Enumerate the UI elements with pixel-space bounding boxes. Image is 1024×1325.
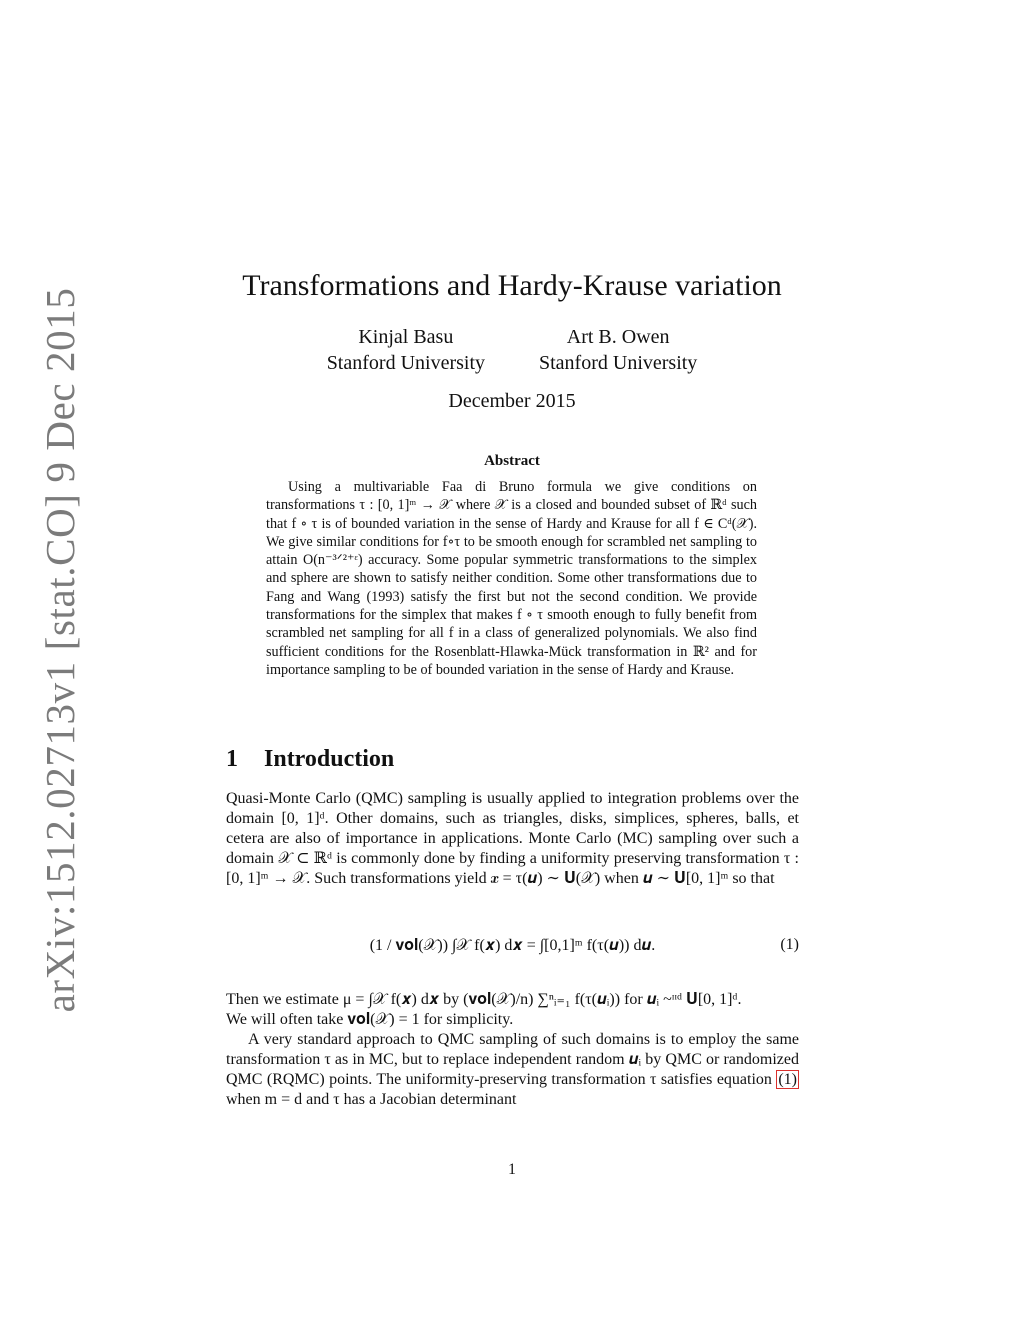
arxiv-identifier-stamp: arXiv:1512.02713v1 [stat.CO] 9 Dec 2015 (37, 287, 83, 1013)
publication-date: December 2015 (448, 390, 576, 412)
estimator-paragraph (226, 990, 799, 1030)
estimator-line: Then we estimate μ = ∫𝒳 f(𝒙) d𝒙 by (𝐯𝐨𝐥(𝒳)/n) ∑ⁿᵢ₌₁ f(τ(𝒖ᵢ)) for 𝒖ᵢ ~ᶦᶦᵈ 𝐔[0, 1]ᵈ. (226, 991, 742, 1008)
paragraph-text-after-ref: when m = d and τ has a Jacobian determinant (226, 1091, 517, 1109)
equation-number: (1) (780, 936, 799, 953)
equation-content: (1 / 𝐯𝐨𝐥(𝒳)) ∫𝒳 f(𝒙) d𝒙 = ∫[0,1]ᵐ f(τ(𝒖)) d𝒖. (369, 937, 656, 954)
section-heading (226, 744, 394, 774)
page-number: 1 (508, 1161, 516, 1178)
paper-title: Transformations and Hardy-Krause variation (242, 269, 782, 302)
equation-reference-link[interactable]: (1) (778, 1071, 797, 1089)
author-name: Art B. Owen (566, 326, 670, 348)
author-block (0, 324, 1024, 376)
author-2 (539, 324, 697, 376)
author-affiliation: Stanford University (326, 352, 485, 374)
section-number: 1 (226, 746, 238, 772)
section-title-text: Introduction (264, 746, 395, 772)
abstract-text: Using a multivariable Faa di Bruno formula we give conditions on transformations τ : [0, 1]ᵐ → 𝒳 where 𝒳 is a closed and bounded subset of ℝᵈ such that f ∘ τ is of bounded variation in the sense of Hardy and Krause for all f ∈ Cᵈ(𝒳). We give similar conditions for f∘τ to be smooth enough for scrambled net sampling to attain O(n⁻³ᐟ²⁺ᵋ) accuracy. Some popular symmetric transformations to the simplex and sphere are shown to satisfy neither condition. Some other transformations due to Fang and Wang (1993) satisfy the first but not the second condition. We provide transformations for the simplex that makes f ∘ τ smooth enough to fully benefit from scrambled net sampling for all f in a class of generalized polynomials. We also find sufficient conditions for the Rosenblatt-Hlawka-Mück transformation in ℝ² and for importance sampling to be of bounded variation in the sense of Hardy and Krause. (266, 479, 757, 678)
author-name: Kinjal Basu (358, 326, 454, 348)
author-1 (327, 324, 485, 376)
abstract-heading: Abstract (484, 453, 540, 469)
simplicity-line: We will often take 𝐯𝐨𝐥(𝒳) = 1 for simplicity. (226, 1011, 514, 1029)
author-affiliation: Stanford University (539, 352, 698, 374)
display-equation (226, 922, 799, 974)
intro-paragraph: Quasi-Monte Carlo (QMC) sampling is usually applied to integration problems over the domain [0, 1]ᵈ. Other domains, such as triangles, disks, simplices, spheres, balls, et cetera are also of importance in applications. Monte Carlo (MC) sampling over such a domain 𝒳 ⊂ ℝᵈ is commonly done by finding a uniformity preserving transformation τ : [0, 1]ᵐ → 𝒳. Such transformations yield 𝒙 = τ(𝒖) ∼ 𝐔(𝒳) when 𝒖 ∼ 𝐔[0, 1]ᵐ so that (226, 790, 799, 888)
paragraph-text-before-ref: A very standard approach to QMC sampling of such domains is to employ the same transformation τ as in MC, but to replace independent random 𝒖ᵢ by QMC or randomized QMC (RQMC) points. The uniformity-preserving transformation τ satisfies equation (226, 1031, 799, 1089)
standard-approach-paragraph (226, 1030, 799, 1110)
